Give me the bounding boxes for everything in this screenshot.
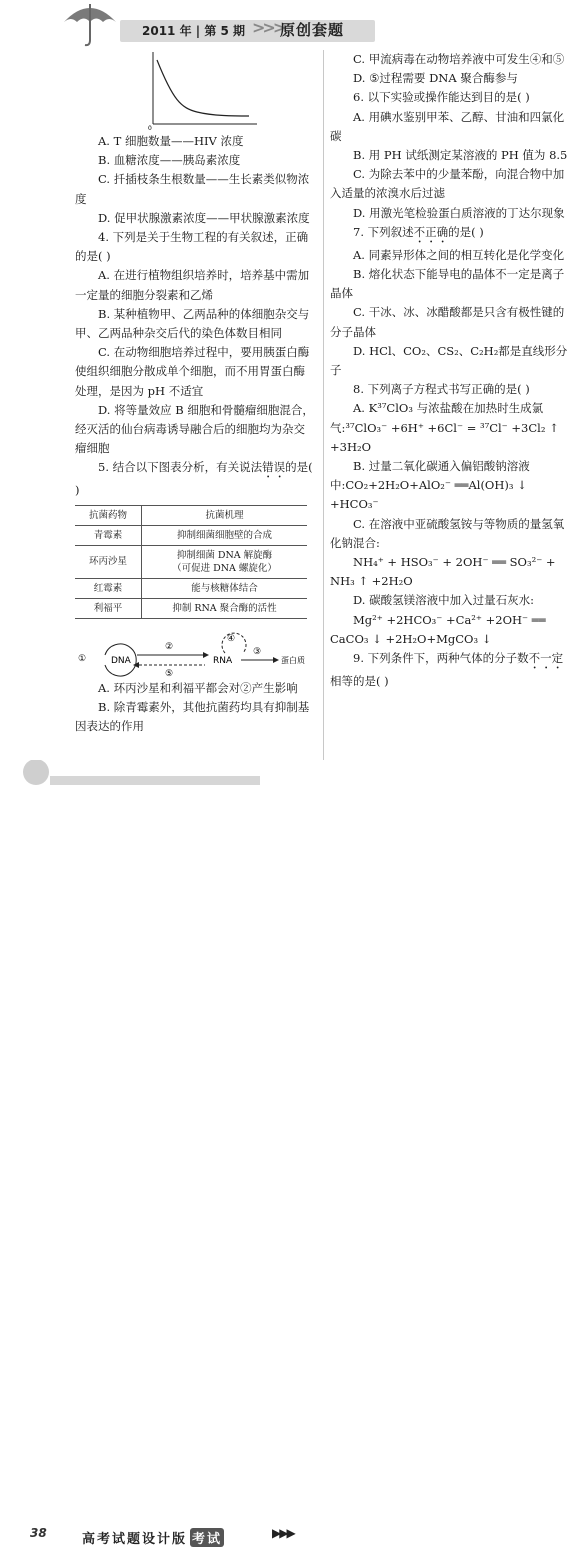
q4-option-c: C. 在动物细胞培养过程中，要用胰蛋白酶使组织细胞分散成单个细胞，而不用胃蛋白酶处理，是因为 pH 不适宜 (75, 345, 310, 398)
page-header (0, 0, 581, 48)
table-cell: 抑制细菌 DNA 解旋酶 （可促进 DNA 螺旋化） (142, 545, 308, 578)
table-cell: 能与核糖体结合 (142, 578, 308, 598)
q3-option-b: B. 血糖浓度——胰岛素浓度 (98, 153, 241, 168)
right-column (330, 50, 568, 691)
q4-option-d: D. 将等量效应 B 细胞和骨髓瘤细胞混合，经灭活的仙台病毒诱导融合后的细胞均为杂交瘤细胞 (75, 402, 314, 456)
q9-stem-emphasis-2: 定 (551, 651, 564, 666)
section-title: 原创套题 (280, 21, 345, 39)
page-number: 38 (30, 1526, 47, 1540)
q8-b-text: B. 过量二氧化碳通入偏铝酸钠溶液中: (330, 459, 530, 493)
q8-option-b (330, 457, 568, 515)
table-cell: 环丙沙星 (75, 545, 142, 578)
umbrella-icon (60, 0, 120, 50)
q3-option-c: C. 扦插枝条生根数量——生长素类似物浓度 (75, 172, 310, 206)
footer-title-text: 高考试题设计版 (82, 1532, 188, 1547)
q8-c-equation: NH₄⁺ + HSO₃⁻ + 2OH⁻ ══ SO₃²⁻ + (353, 555, 556, 570)
footer-bar (0, 760, 581, 800)
q7-option-c: C. 干冰、冰、冰醋酸都是只含有极性键的分子晶体 (330, 305, 565, 339)
label-dna: DNA (111, 655, 131, 666)
q5-stem (75, 458, 315, 500)
q8-d-equation-tail: CaCO₃ ↓ +2H₂O+MgCO₃ ↓ (330, 631, 492, 646)
q9-stem (330, 649, 568, 691)
chevrons-icon: >>> (252, 18, 284, 37)
table-row (75, 598, 307, 618)
q9-stem-emphasis: 不一 (528, 651, 552, 666)
q5-stem-tail: 的是( ) (75, 460, 313, 498)
q4-stem: 4. 下列是关于生物工程的有关叙述，正确的是( ) (75, 230, 309, 264)
label-1: ① (78, 653, 87, 664)
table-cell: 利福平 (75, 598, 142, 618)
q8-a-text: A. K³⁷ClO₃ 与浓盐酸在加热时生成氯气: (330, 401, 544, 435)
q7-stem-text: 7. 下列叙述 (353, 224, 414, 239)
table-header: 抗菌机理 (142, 505, 308, 525)
footer-badge: 考试 (190, 1528, 224, 1547)
q6-option-c: C. 为除去苯中的少量苯酚，向混合物中加入适量的浓溴水后过滤 (330, 167, 565, 201)
q5-option-d: D. ⑤过程需要 DNA 聚合酶参与 (353, 71, 518, 86)
table-row (75, 545, 307, 578)
q5-option-b: B. 除青霉素外，其他抗菌药均具有抑制基因表达的作用 (75, 699, 310, 734)
q4-option-a: A. 在进行植物组织培养时，培养基中需加一定量的细胞分裂素和乙烯 (75, 268, 310, 302)
svg-text:0: 0 (148, 125, 152, 132)
arrows-icon: ▶▶▶ (272, 1526, 294, 1540)
q7-option-d: D. HCl、CO₂、CS₂、C₂H₂都是直线形分子 (330, 343, 568, 378)
q8-a-equation: ³⁷ClO₃⁻ +6H⁺ +6Cl⁻ = ³⁷Cl⁻ +3Cl₂ ↑ +3H₂O (330, 420, 559, 454)
q5-option-c: C. 甲流病毒在动物培养液中可发生④和⑤ (353, 52, 565, 66)
table-cell: 抑制 RNA 聚合酶的活性 (142, 598, 308, 618)
q8-b-equation: CO₂+2H₂O+AlO₂⁻ ══Al(OH)₃ ↓ +HCO₃⁻ (330, 478, 527, 512)
q8-stem: 8. 下列离子方程式书写正确的是( ) (353, 382, 530, 397)
q4-option-b: B. 某种植物甲、乙两品种的体细胞杂交与甲、乙两品种杂交后代的染色体数目相同 (75, 306, 310, 341)
table-header: 抗菌药物 (75, 505, 142, 525)
q9-stem-tail: 相等的是( ) (330, 674, 389, 689)
q3-option-a: A. T 细胞数量——HIV 浓度 (98, 134, 244, 148)
q5-option-a: A. 环丙沙星和利福平都会对②产生影响 (98, 680, 298, 695)
q8-option-a (330, 399, 568, 457)
q8-option-c: C. 在溶液中亚硫酸氢铵与等物质的量氢氧化钠混合: (330, 516, 565, 550)
q5-stem-emphasis: 错误 (262, 460, 286, 475)
q5-stem-text: 5. 结合以下图表分析，有关说法 (98, 460, 263, 475)
label-5: ⑤ (165, 668, 174, 677)
q9-stem-text: 9. 下列条件下，两种气体的分子数 (353, 651, 529, 666)
q6-option-d: D. 用激光笔检验蛋白质溶液的丁达尔现象 (353, 205, 565, 220)
table-cell: 青霉素 (75, 525, 142, 545)
q6-stem: 6. 以下实验或操作能达到目的是( ) (353, 90, 530, 105)
label-2: ② (165, 641, 174, 652)
q7-stem (330, 223, 568, 246)
central-dogma-diagram (75, 625, 315, 677)
curve-graph (145, 50, 265, 132)
q8-c-equation-tail: NH₃ ↑ +2H₂O (330, 574, 413, 589)
label-3: ③ (253, 646, 262, 657)
q8-d-equation: Mg²⁺ +2HCO₃⁻ +Ca²⁺ +2OH⁻ ══ (353, 612, 546, 627)
table-cell: 抑制细菌细胞壁的合成 (142, 525, 308, 545)
table-header-row (75, 505, 307, 525)
q6-option-b: B. 用 PH 试纸测定某溶液的 PH 值为 8.5 (353, 148, 568, 163)
label-protein: 蛋白质 (281, 655, 305, 665)
q3-option-d: D. 促甲状腺激素浓度——甲状腺激素浓度 (98, 210, 310, 225)
table-row (75, 525, 307, 545)
q7-option-b: B. 熔化状态下能导电的晶体不一定是离子晶体 (330, 267, 565, 301)
q7-stem-tail: 的是( ) (448, 224, 484, 239)
q8-option-d: D. 碳酸氢镁溶液中加入过量石灰水: (353, 593, 534, 608)
q7-stem-emphasis: 不正确 (413, 224, 449, 239)
antibiotic-table (75, 505, 307, 619)
footer-title (82, 1528, 224, 1547)
label-4: ④ (227, 633, 236, 644)
q6-option-a: A. 用碘水鉴别甲苯、乙醇、甘油和四氯化碳 (330, 109, 565, 143)
page-footer (0, 760, 581, 1547)
column-divider (323, 50, 324, 760)
table-row (75, 578, 307, 598)
issue-label: 2011 年 | 第 5 期 (142, 24, 246, 38)
label-rna: RNA (213, 655, 233, 666)
left-column (75, 50, 315, 736)
q7-option-a: A. 同素异形体之间的相互转化是化学变化 (353, 247, 565, 262)
table-cell: 红霉素 (75, 578, 142, 598)
